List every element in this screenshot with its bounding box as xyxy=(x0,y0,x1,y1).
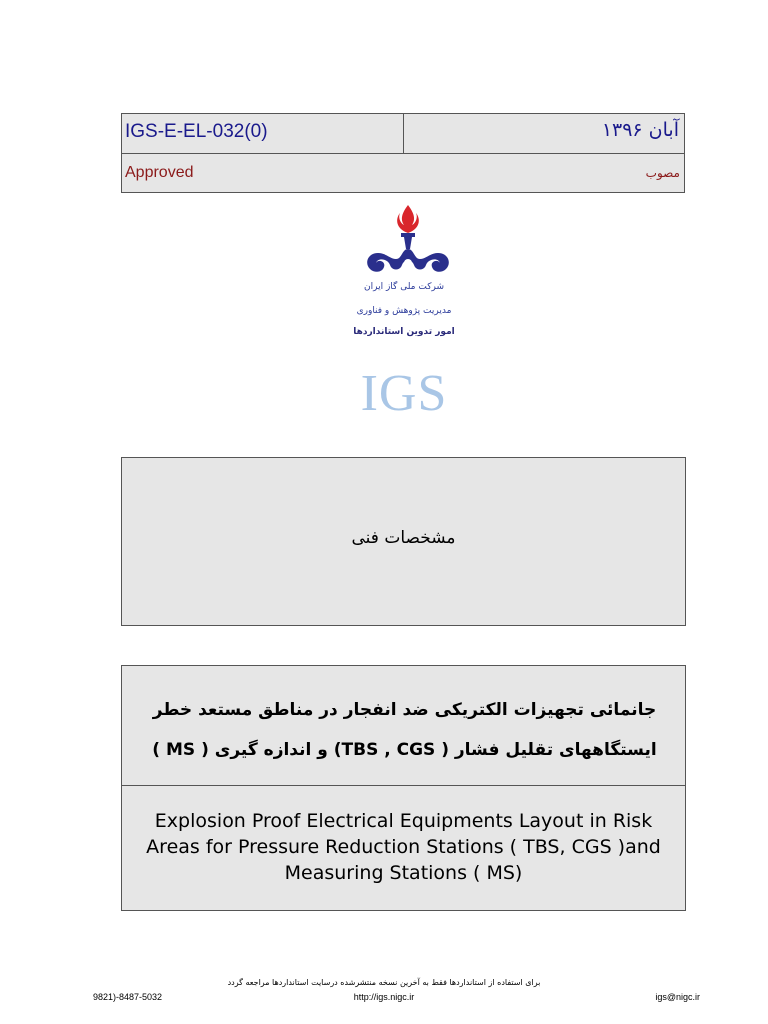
document-date: آبان ۱۳۹۶ xyxy=(601,119,679,141)
footer-notice: برای استفاده از استانداردها فقط به آخرین نسخه منتشرشده درسایت استانداردها مراجعه گردد xyxy=(227,978,541,987)
header-divider xyxy=(403,114,404,153)
org-department: مدیریت پژوهش و فناوری xyxy=(356,306,452,316)
title-divider xyxy=(122,785,685,786)
org-name: شرکت ملی گاز ایران xyxy=(364,282,444,292)
org-unit: امور تدوین استانداردها xyxy=(353,327,455,337)
title-persian: جانمائی تجهیزات الکتریکی ضد انفجار در مناطق مستعد خطر ایستگاههای تقلیل فشار ( TBS , CGS) و اندازه گیری ( MS ) xyxy=(152,700,657,760)
status-approved-en: Approved xyxy=(125,164,194,181)
document-code: IGS-E-EL-032(0) xyxy=(125,121,268,142)
title-english: Explosion Proof Electrical Equipments Layout in Risk Areas for Pressure Reduction Stations ( TBS, CGS )and Measuring Stations ( MS) xyxy=(146,810,661,884)
footer-url[interactable]: http://igs.nigc.ir xyxy=(353,992,415,1002)
document-header-table xyxy=(121,113,685,193)
igs-wordmark: IGS xyxy=(360,365,448,422)
footer-phone: 9821)-8487-5032 xyxy=(93,992,163,1002)
footer-email[interactable]: igs@nigc.ir xyxy=(655,992,700,1002)
spec-label: مشخصات فنی xyxy=(351,528,456,548)
nigc-logo-icon xyxy=(362,203,454,277)
status-approved-fa: مصوب xyxy=(645,166,680,180)
title-box xyxy=(121,665,686,911)
spec-box xyxy=(121,457,686,626)
